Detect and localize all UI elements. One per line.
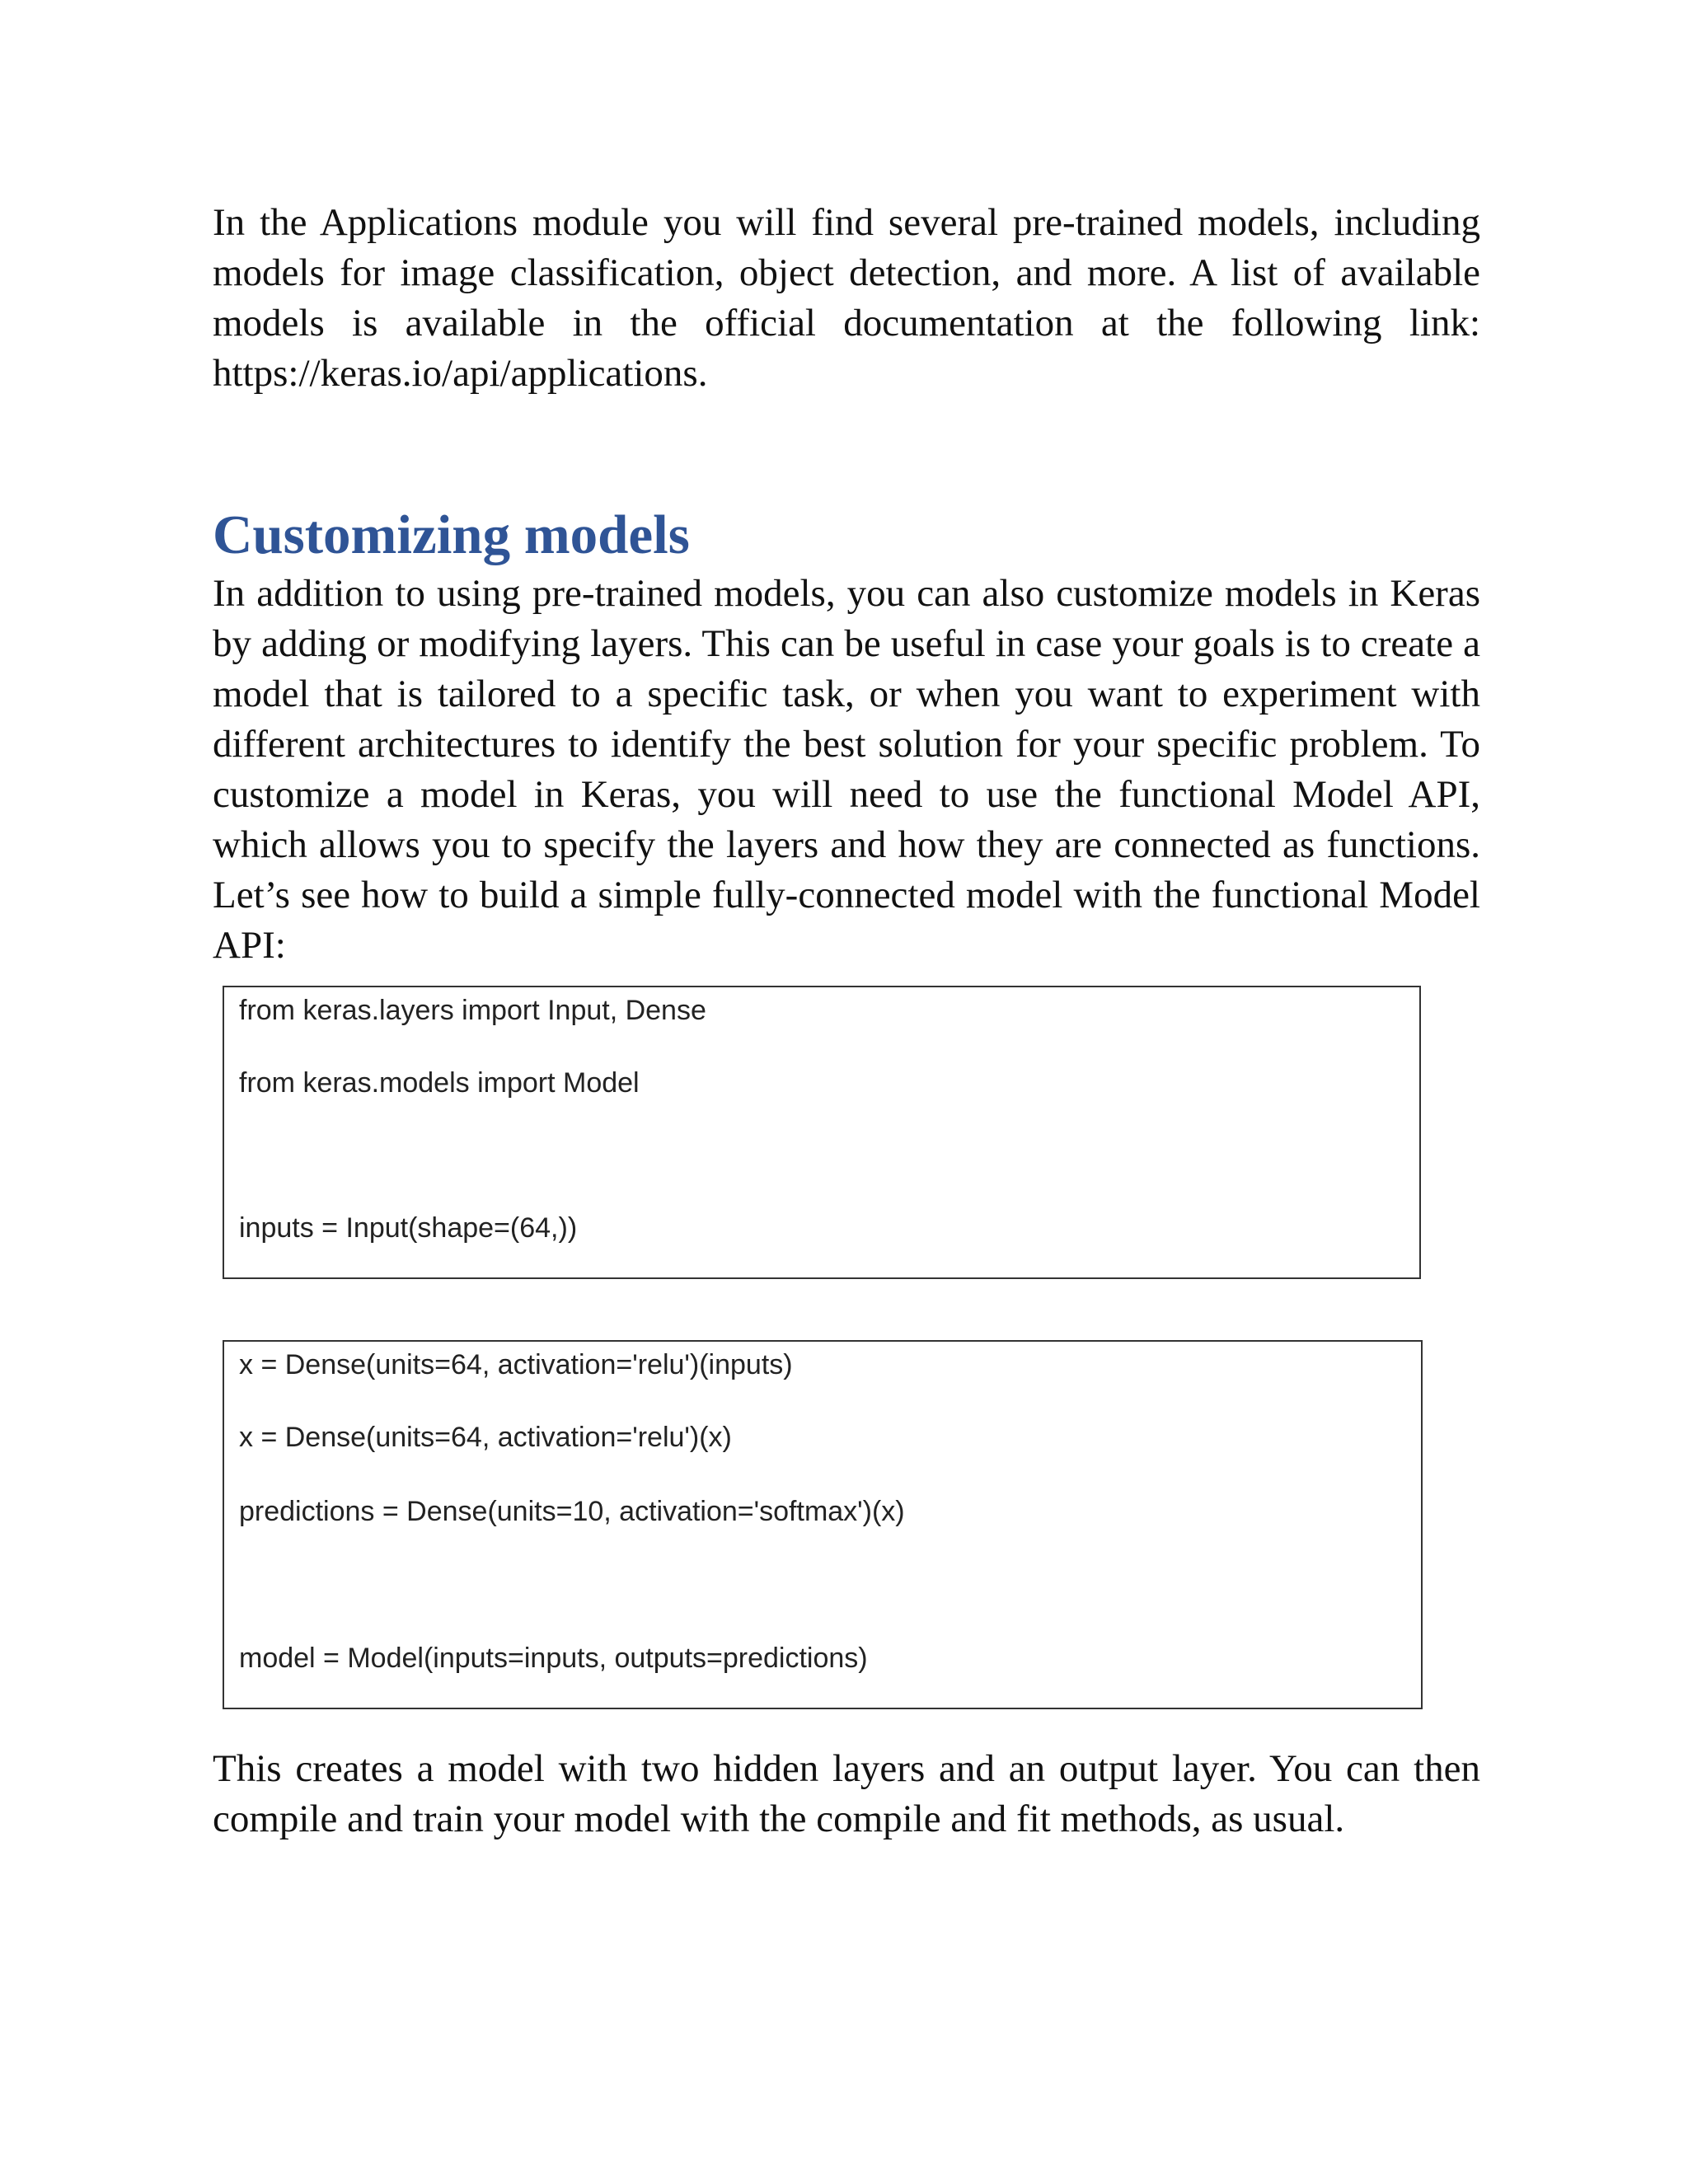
code-block-1 — [223, 986, 1421, 1279]
code-line: predictions = Dense(units=10, activation='softmax')(x) — [239, 1496, 905, 1527]
code-line: x = Dense(units=64, activation='relu')(x) — [239, 1422, 732, 1453]
code-line: model = Model(inputs=inputs, outputs=predictions) — [239, 1643, 868, 1674]
code-line: inputs = Input(shape=(64,)) — [239, 1212, 578, 1244]
intro-paragraph: In the Applications module you will find several pre-trained models, including models for image classification, object detection, and more. A list of available models is available in the official documentation at the following link: https://keras.io/api/applications. — [213, 201, 1480, 395]
section-heading: Customizing models — [213, 504, 690, 565]
section-body-paragraph: In addition to using pre-trained models, you can also customize models in Keras by adding or modifying layers. This can be useful in case your goals is to create a model that is tailored to a specific task, or when you want to experiment with different architectures to identify the best solution for your specific problem. To customize a model in Keras, you will need to use the functional Model API, which allows you to specify the layers and how they are connected as functions. Let’s see how to build a simple fully-connected model with the functional Model API: — [213, 572, 1480, 967]
code-block-2 — [223, 1340, 1423, 1709]
code-line: x = Dense(units=64, activation='relu')(inputs) — [239, 1349, 793, 1380]
closing-paragraph: This creates a model with two hidden layers and an output layer. You can then compile and train your model with the compile and fit methods, as usual. — [213, 1747, 1480, 1840]
code-line: from keras.models import Model — [239, 1067, 640, 1099]
code-line: from keras.layers import Input, Dense — [239, 995, 706, 1026]
